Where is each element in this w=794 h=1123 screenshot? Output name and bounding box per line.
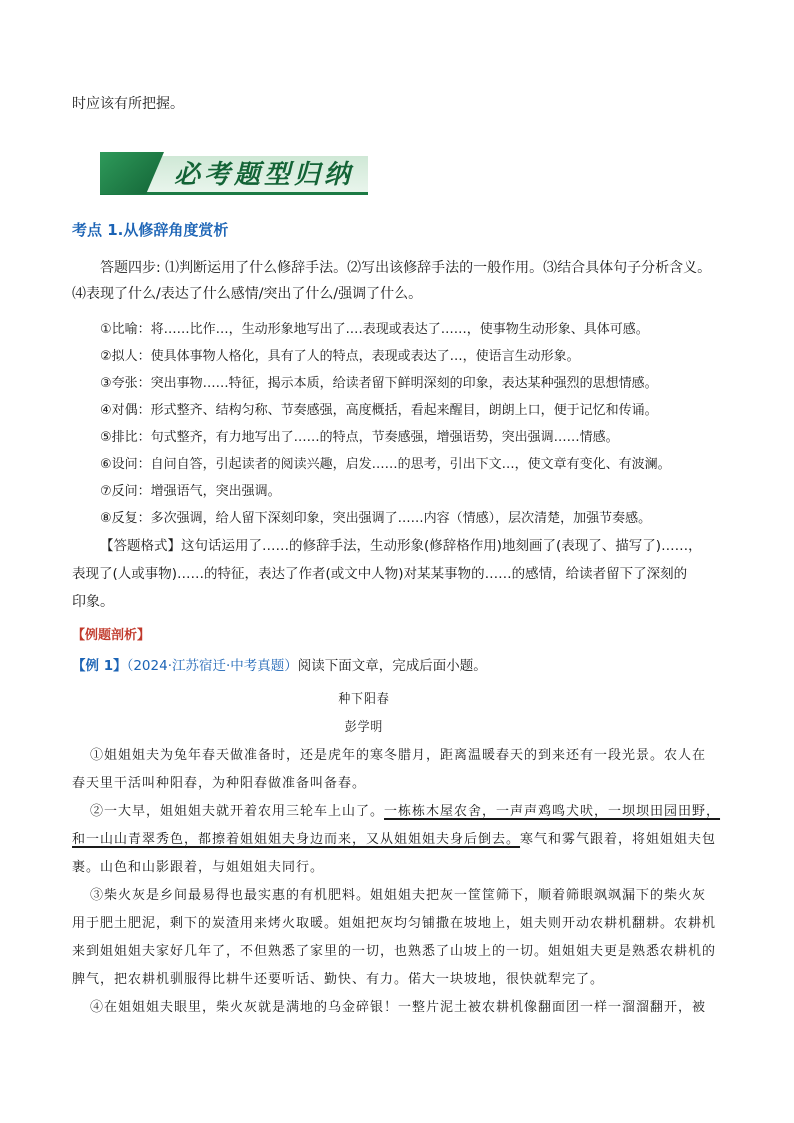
- story-p2-l2-underlined: 和一山山青翠秀色，都擦着姐姐姐夫身边而来，又从姐姐姐夫身后倒去。: [72, 832, 521, 847]
- story-p1-line-1: ①姐姐姐夫为兔年春天做准备时，还是虎年的寒冬腊月，距离温暖春天的到来还有一段光景。农人在: [90, 748, 707, 763]
- banner-title: 必考题型归纳: [174, 160, 355, 190]
- story-p1-line-2: 春天里干活叫种阳春，为种阳春做准备叫备春。: [72, 776, 367, 791]
- example-intro: [72, 656, 487, 676]
- story-p2-line-1: [90, 802, 720, 822]
- story-p2-l1-underlined: 一栋栋木屋农舍，一声声鸡鸣犬吠，一坝坝田园田野，: [384, 804, 721, 819]
- story-author: 彭学明: [344, 720, 384, 735]
- story-p2-l2-plain: 寒气和雾气跟着，将姐姐姐夫包: [520, 832, 717, 847]
- rhetoric-item-rhetorical-question: ⑦反问：增强语气，突出强调。: [100, 484, 281, 499]
- story-title: 种下阳春: [338, 692, 390, 707]
- example-tag: 【例 1】: [72, 658, 127, 674]
- format-line-2: 表现了(人或事物)……的特征，表达了作者(或文中人物)对某某事物的……的感情，给读者留下了深刻的: [72, 566, 688, 582]
- rhetoric-item-metaphor: ①比喻：将……比作…，生动形象地写出了.…表现或表达了……，使事物生动形象、具体可感。: [100, 322, 649, 337]
- rhetoric-item-hyperbole: ③夸张：突出事物……特征，揭示本质，给读者留下鲜明深刻的印象，表达某种强烈的思想情感。: [100, 376, 658, 391]
- rhetoric-item-personification: ②拟人：使具体事物人格化，具有了人的特点，表现或表达了…，使语言生动形象。: [100, 349, 580, 364]
- story-p2-line-3: 裹。山色和山影跟着，与姐姐姐夫同行。: [72, 860, 325, 875]
- example-instruction: 阅读下面文章，完成后面小题。: [297, 658, 487, 674]
- rhetoric-item-question: ⑥设问：自问自答，引起读者的阅读兴趣，启发……的思考，引出下文…，使文章有变化、有波澜。: [100, 457, 671, 472]
- intro-tail-text: 时应该有所把握。: [72, 96, 184, 112]
- story-p3-line-3: 来到姐姐姐夫家好几年了，不但熟悉了家里的一切，也熟悉了山坡上的一切。姐姐姐夫更是熟悉农耕机的: [72, 944, 717, 959]
- steps-line-2: ⑷表现了什么/表达了什么感情/突出了什么/强调了什么。: [72, 286, 423, 302]
- story-p4-line-1: ④在姐姐姐夫眼里，柴火灰就是满地的乌金碎银！一整片泥土被农耕机像翻面团一样一溜溜翻开，被: [90, 1000, 707, 1015]
- story-p3-line-4: 脾气，把农耕机驯服得比耕牛还要听话、勤快、有力。偌大一块坡地，很快就犁完了。: [72, 972, 605, 987]
- story-p2-l1-plain: ②一大早，姐姐姐夫就开着农用三轮车上山了。: [90, 804, 385, 819]
- example-section-label: 【例题剖析】: [72, 628, 151, 643]
- story-p3-line-1: ③柴火灰是乡间最易得也最实惠的有机肥料。姐姐姐夫把灰一筐筐筛下，顺着筛眼飒飒漏下的柴火灰: [90, 888, 707, 903]
- format-line-1: [100, 536, 702, 556]
- example-source: （2024·江苏宿迁·中考真题）: [126, 658, 298, 674]
- section-heading: 考点 1.从修辞角度赏析: [72, 221, 229, 239]
- format-label: 【答题格式】: [100, 538, 181, 554]
- steps-line-1: 答题四步: ⑴判断运用了什么修辞手法。⑵写出该修辞手法的一般作用。⑶结合具体句子分析含义。: [100, 260, 712, 276]
- rhetoric-item-repetition: ⑧反复：多次强调，给人留下深刻印象，突出强调了……内容（情感），层次清楚，加强节奏感。: [100, 511, 652, 526]
- story-p3-line-2: 用于肥土肥泥，剩下的炭渣用来烤火取暖。姐姐把灰均匀铺撒在坡地上，姐夫则开动农耕机翻耕。农耕机: [72, 916, 717, 931]
- story-p2-line-2: [72, 830, 716, 850]
- format-line-3: 印象。: [72, 594, 114, 610]
- section-banner: [100, 152, 370, 198]
- rhetoric-item-antithesis: ④对偶：形式整齐、结构匀称、节奏感强，高度概括，看起来醒目，朗朗上口，便于记忆和传诵。: [100, 403, 658, 418]
- rhetoric-item-parallelism: ⑤排比：句式整齐，有力地写出了……的特点，节奏感强，增强语势，突出强调……情感。: [100, 430, 619, 445]
- format-text-1: 这句话运用了……的修辞手法，生动形象(修辞格作用)地刻画了(表现了、描写了)……，: [181, 538, 702, 554]
